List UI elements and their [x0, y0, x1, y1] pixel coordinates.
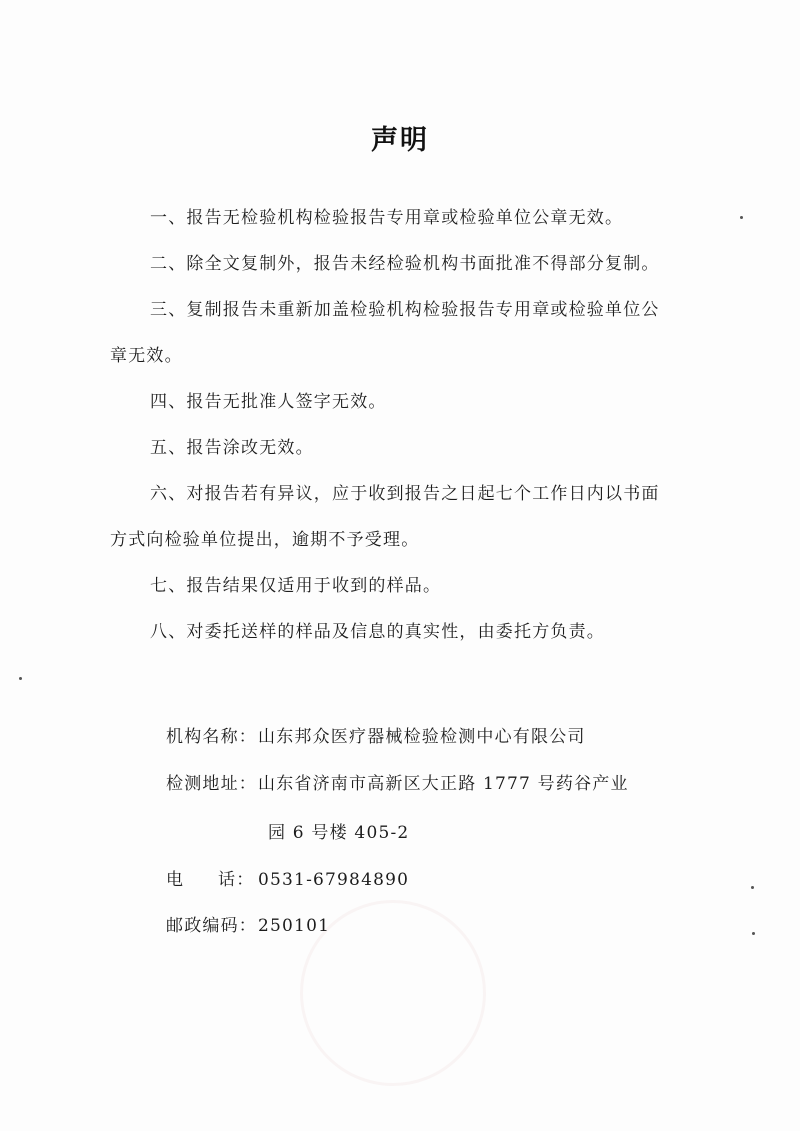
clause-8: 八、对委托送样的样品及信息的真实性，由委托方负责。: [150, 622, 605, 642]
address-row: [166, 769, 629, 794]
scan-speck: [19, 677, 22, 680]
clause-1: 一、报告无检验机构检验报告专用章或检验单位公章无效。: [150, 208, 624, 228]
address-value-line2: 园 6 号楼 405-2: [268, 823, 410, 843]
phone-value: 0531-67984890: [258, 870, 410, 890]
clause-7: 七、报告结果仅适用于收到的样品。: [150, 576, 442, 596]
phone-row: [166, 865, 409, 890]
clause-2: 二、除全文复制外，报告未经检验机构书面批准不得部分复制。: [150, 254, 660, 274]
scan-speck: [751, 886, 754, 889]
page-title: 声明: [371, 125, 429, 156]
postcode-label: 邮政编码：: [166, 916, 257, 936]
postcode-row: [166, 911, 330, 936]
clause-4: 四、报告无批准人签字无效。: [150, 392, 387, 412]
scan-speck: [752, 932, 755, 935]
institution-name-row: [166, 722, 586, 747]
institution-name-value: 山东邦众医疗器械检验检测中心有限公司: [258, 727, 586, 747]
address-label: 检测地址：: [166, 774, 257, 794]
clause-3: 三、复制报告未重新加盖检验机构检验报告专用章或检验单位公章无效。: [110, 300, 660, 366]
phone-label: [166, 865, 258, 890]
postcode-value: 250101: [258, 916, 331, 936]
phone-label-char1: 电: [166, 870, 185, 890]
address-value-line1: 山东省济南市高新区大正路 1777 号药谷产业: [258, 774, 629, 794]
scan-speck: [740, 216, 743, 219]
institution-name-label: 机构名称：: [166, 727, 257, 747]
clause-6: 六、对报告若有异议，应于收到报告之日起七个工作日内以书面方式向检验单位提出，逾期不予受理。: [110, 484, 660, 550]
phone-label-char2: 话：: [218, 870, 255, 890]
clause-5: 五、报告涂改无效。: [150, 438, 314, 458]
